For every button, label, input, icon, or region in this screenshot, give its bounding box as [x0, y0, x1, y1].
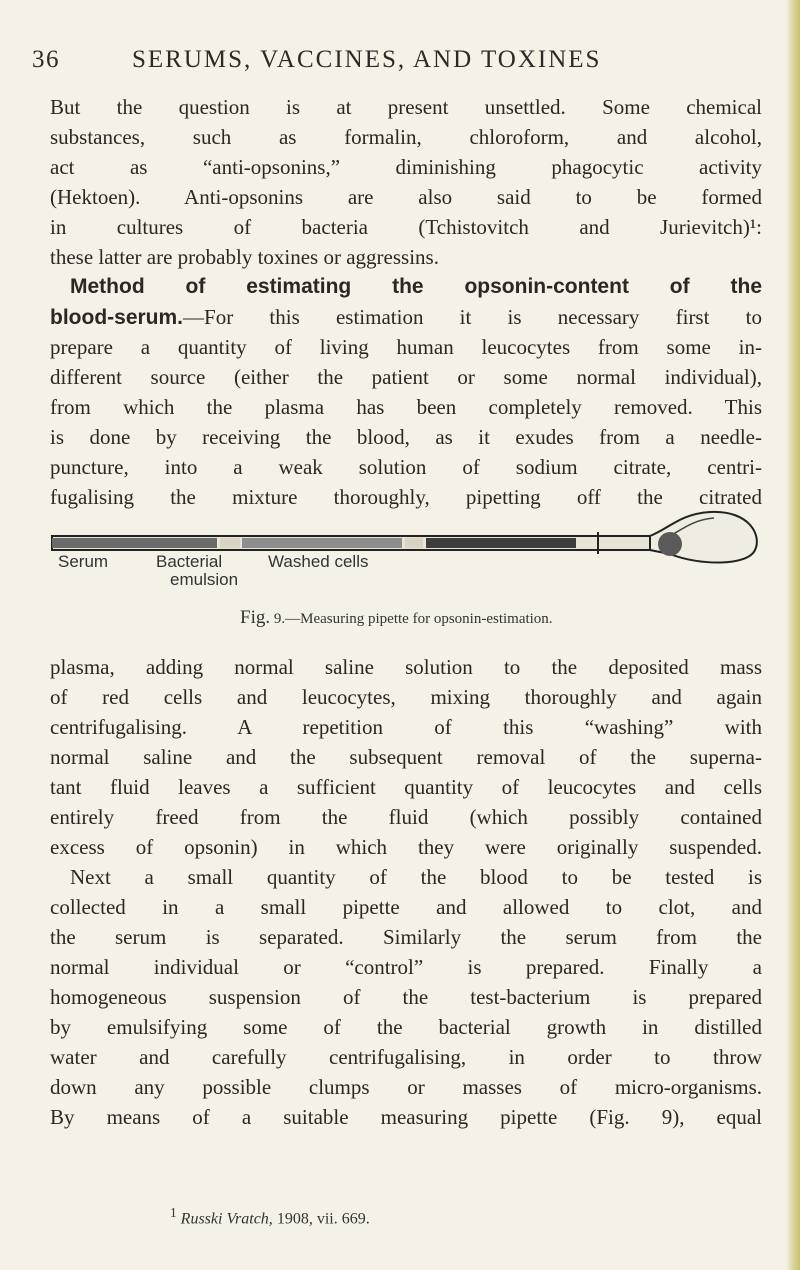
text-line: centrifugalising. A repetition of this “washing” with — [50, 715, 762, 739]
text-line: collected in a small pipette and allowed to clot, and — [50, 895, 762, 919]
text-line: homogeneous suspension of the test-bacterium is prepared — [50, 985, 762, 1009]
footnote-citation: 1908, vii. 669. — [276, 1210, 370, 1228]
section-heading-end: blood-serum. — [50, 306, 184, 329]
text-line: in cultures of bacteria (Tchistovitch and Jurievitch)¹: — [50, 215, 762, 239]
teat-neck — [658, 532, 682, 556]
text-line: of red cells and leucocytes, mixing thoroughly and again — [50, 685, 762, 709]
text-line: these latter are probably toxines or aggressins. — [50, 245, 439, 269]
label-emulsion: emulsion — [170, 570, 239, 589]
text-line: different source (either the patient or some normal individual), — [50, 365, 762, 389]
text-line: act as “anti-opsonins,” diminishing phagocytic activity — [50, 155, 762, 179]
air-gap — [220, 538, 240, 548]
label-washed-cells: Washed cells — [268, 552, 369, 571]
air-gap — [405, 538, 423, 548]
footnote-marker: 1 — [170, 1205, 177, 1220]
text-line: tant fluid leaves a sufficient quantity of leucocytes and cells — [50, 775, 762, 799]
text-line: substances, such as formalin, chloroform, and alcohol, — [50, 125, 762, 149]
label-bacterial: Bacterial — [156, 552, 223, 571]
running-title: SERUMS, VACCINES, AND TOXINES — [132, 46, 602, 73]
caption-prefix: Fig. — [240, 607, 271, 628]
washed-cells-column — [426, 538, 576, 548]
text-line: the serum is separated. Similarly the serum from the — [50, 925, 762, 949]
section-heading: Method of estimating the opsonin-content of the — [70, 275, 762, 298]
serum-column — [52, 538, 217, 548]
footnote-source: Russki Vratch, — [180, 1210, 273, 1228]
text-line: entirely freed from the fluid (which possibly contained — [50, 805, 762, 829]
emulsion-column — [242, 538, 402, 548]
label-serum: Serum — [58, 552, 109, 571]
text-line: water and carefully centrifugalising, in order to throw — [50, 1045, 762, 1069]
page-number: 36 — [32, 46, 60, 73]
text-line: from which the plasma has been completely removed. This — [50, 395, 762, 419]
text-line: plasma, adding normal saline solution to the deposited mass — [50, 655, 762, 679]
text-line: fugalising the mixture thoroughly, pipetting off the citrated — [50, 485, 762, 509]
text-line: excess of opsonin) in which they were originally suspended. — [50, 835, 762, 859]
footnote — [170, 1205, 370, 1228]
text-line: Next a small quantity of the blood to be tested is — [70, 865, 762, 889]
text-line: normal saline and the subsequent removal of the superna- — [50, 745, 762, 769]
text-line: down any possible clumps or masses of micro-organisms. — [50, 1075, 762, 1099]
text-line: puncture, into a weak solution of sodium citrate, centri- — [50, 455, 762, 479]
text-line: prepare a quantity of living human leucocytes from some in- — [50, 335, 762, 359]
text-line: But the question is at present unsettled. Some chemical — [50, 95, 762, 119]
pipette-figure — [50, 506, 762, 589]
text-line: normal individual or “control” is prepared. Finally a — [50, 955, 762, 979]
caption-text: 9.—Measuring pipette for opsonin-estimation. — [273, 611, 553, 627]
page-edge — [786, 0, 800, 1270]
heading-continuation-line — [50, 302, 762, 332]
figure-caption — [240, 607, 553, 629]
heading-rest: —For this estimation it is necessary first to — [183, 305, 762, 329]
text-line: By means of a suitable measuring pipette (Fig. 9), equal — [50, 1105, 762, 1129]
text-line: by emulsifying some of the bacterial growth in distilled — [50, 1015, 762, 1039]
running-header — [32, 46, 772, 86]
text-line: is done by receiving the blood, as it exudes from a needle- — [50, 425, 762, 449]
text-line: (Hektoen). Anti-opsonins are also said to be formed — [50, 185, 762, 209]
